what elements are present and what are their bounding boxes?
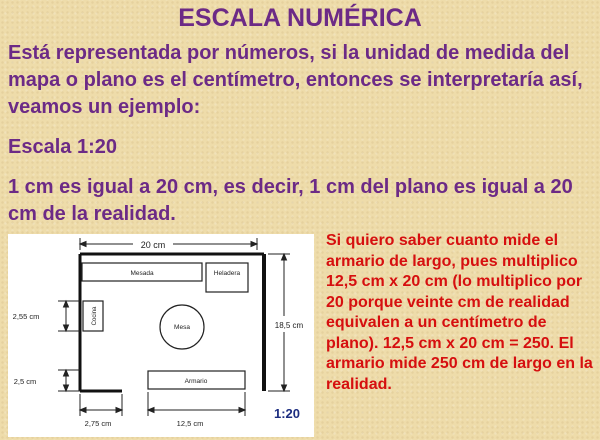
top-dimension xyxy=(80,238,257,250)
scale-heading: Escala 1:20 xyxy=(8,136,117,158)
mesa-label: Mesa xyxy=(174,324,190,331)
armario-label: Armario xyxy=(184,378,208,385)
equivalence-paragraph: 1 cm es igual a 20 cm, es decir, 1 cm del plano es igual a 20 cm de la realidad. xyxy=(8,176,573,225)
bottom-right-dimension-label: 12,5 cm xyxy=(176,419,204,428)
left-lower-dimension-label: 2,5 cm xyxy=(13,377,37,386)
right-dimension-label: 18,5 cm xyxy=(274,321,304,330)
heladera-label: Heladera xyxy=(213,270,241,277)
top-dimension-label: 20 cm xyxy=(140,240,166,250)
bottom-left-dimension-label: 2,75 cm xyxy=(84,419,112,428)
mesada-label: Mesada xyxy=(130,270,154,277)
heladera-fridge xyxy=(206,263,248,292)
explanation-text: Si quiero saber cuanto mide el armario de largo, pues multiplico 12,5 cm x 20 cm (lo multiplico por 20 porque veinte cm de realidad equivalen a un centímetro de plano). 12,5 cm x 20 cm = 250. El armario mide 250 cm de largo en la realidad. xyxy=(326,232,593,393)
floor-plan-drawing xyxy=(8,234,314,437)
intro-paragraph: Está representada por números, si la unidad de medida del mapa o plano es el centímetro, entonces se interpretaría así, veamos un ejemplo: xyxy=(8,42,583,118)
scale-label: 1:20 xyxy=(273,406,301,421)
cocina-label: Cocina xyxy=(92,306,98,326)
floor-plan-figure xyxy=(8,234,314,437)
bottom-dimensions xyxy=(80,392,245,416)
left-upper-dimension xyxy=(58,301,80,331)
left-upper-dimension-label: 2,55 cm xyxy=(12,312,40,321)
page-title: ESCALA NUMÉRICA xyxy=(178,4,422,32)
left-lower-dimension xyxy=(58,370,80,391)
